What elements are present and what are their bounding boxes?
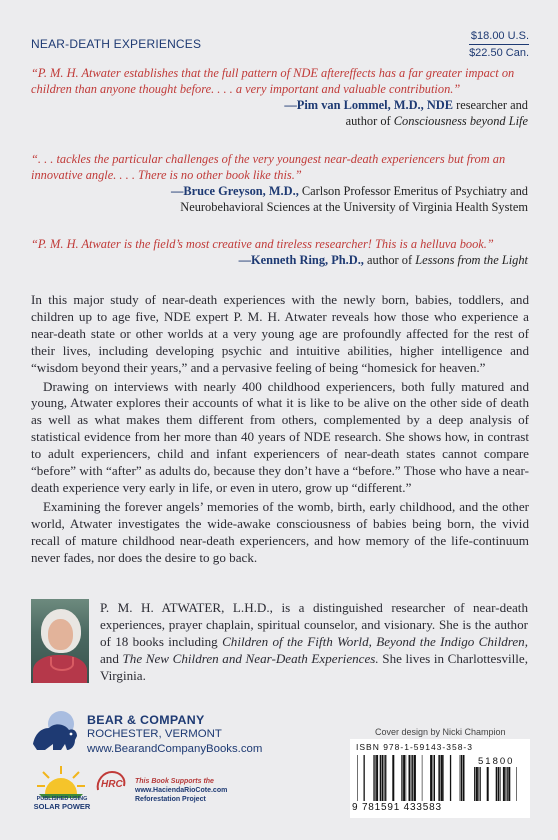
quote-text: “P. M. H. Atwater is the field’s most creative and tireless researcher! This is a helluva book.”: [31, 237, 494, 251]
attribution-book: Lessons from the Light: [415, 253, 528, 267]
attribution-role-line2: author of: [345, 114, 394, 128]
endorsement-quote-1: [31, 65, 528, 129]
bear-logo-icon: [31, 706, 81, 754]
author-bio-text: She lives in Charlottesville, Virginia.: [100, 650, 529, 683]
price-us: $18.00 U.S.: [470, 30, 529, 42]
svg-text:HRC: HRC: [101, 779, 123, 790]
author-bio-text: and: [100, 650, 123, 666]
isbn-digits: 9 781591 433583: [352, 802, 442, 813]
attribution-name: —Bruce Greyson, M.D.,: [171, 184, 299, 198]
description-paragraph: In this major study of near-death experiences with the newly born, babies, toddlers, and children up to age five, NDE expert P. M. H. Atwater reveals how those who experience a near-death state or other worlds at a very young age are profoundly affected for the rest of their lives, including developing psychic and intuitive abilities, higher intelligence and “wisdom beyond their years,” and a pervasive feeling of being “homesick for heaven.”: [31, 292, 529, 375]
publisher-url[interactable]: www.BearandCompanyBooks.com: [87, 743, 263, 755]
price-barcode-icon: [472, 767, 522, 801]
hrc-line2[interactable]: www.HaciendaRioCote.com: [135, 787, 228, 794]
solar-line1: PUBLISHED USING: [36, 796, 88, 802]
author-book-list: Children of the Fifth World, Beyond the Indigo Children,: [222, 633, 528, 649]
attribution-name: —Kenneth Ring, Ph.D.,: [238, 253, 364, 267]
hrc-logo-icon: [94, 768, 128, 794]
publisher-name: BEAR & COMPANY: [87, 713, 205, 727]
author-name: P. M. H. ATWATER, L.H.D.,: [100, 600, 273, 615]
endorsement-quote-2: [31, 151, 528, 215]
price-block: [469, 29, 529, 60]
isbn-label: ISBN 978-1-59143-358-3: [356, 742, 473, 752]
author-bio: [100, 600, 528, 685]
quote-text: “P. M. H. Atwater establishes that the full pattern of NDE aftereffects has a far greater impact on children than anyone thought before. . . . a very important and valuable contribution.”: [31, 66, 515, 96]
author-book: The New Children and Near-Death Experiences.: [122, 650, 379, 666]
description-paragraph: Drawing on interviews with nearly 400 childhood experiencers, both fully matured and young, Atwater explores their accounts of what it is like to be alive on the other side of death as well as what makes them different from others, complemented by a deep analysis of statistical evidence from her more than 40 years of NDE research. She shows how, in contrast to adult experiencers, child and infant experiencers of near-death states cannot compare “before” with “after” as adults do, because they don’t have a “before.” Those who have a near-death experience very early in life, or even in utero, grow up “different.”: [31, 378, 529, 495]
solar-power-label: [30, 796, 94, 810]
attribution-role-line2: Neurobehavioral Sciences at the University of Virginia Health System: [180, 200, 528, 214]
hrc-line3: Reforestation Project: [135, 796, 206, 803]
author-bio-text: is a distinguished researcher of near-death experiences, prayer chaplain, spiritual counselor, and visionary. She is the author of 18 books including: [100, 600, 528, 649]
book-description: [31, 292, 529, 569]
category-label: NEAR-DEATH EXPERIENCES: [31, 37, 202, 51]
quote-attribution: [31, 252, 528, 268]
hrc-support-text: [135, 777, 227, 804]
attribution-role: researcher and: [453, 98, 528, 112]
attribution-role: Carlson Professor Emeritus of Psychiatry and: [298, 184, 528, 198]
quote-attribution: [31, 183, 528, 215]
quote-text: “. . . tackles the particular challenges of the very youngest near-death experiencers but from an innovative angle. . . . There is no other book like this.”: [31, 152, 506, 182]
attribution-name: —Pim van Lommel, M.D., NDE: [284, 98, 454, 112]
attribution-book: Consciousness beyond Life: [393, 114, 528, 128]
price-divider: [469, 44, 529, 45]
solar-line2: SOLAR POWER: [33, 802, 91, 811]
description-paragraph: Examining the forever angels’ memories of the womb, birth, early childhood, and the other world, Atwater investigates the wide-awake consciousness of babies being born, the vivid recall of mature childhood near-death experiencers, and how memory of the life-continuum never fades, nor does the desire to go back.: [31, 498, 529, 565]
isbn-barcode-icon: [356, 755, 466, 801]
author-photo: [31, 599, 89, 683]
hrc-line1: This Book Supports the: [135, 778, 214, 785]
attribution-role: author of: [363, 253, 416, 267]
publisher-city: ROCHESTER, VERMONT: [87, 728, 222, 740]
quote-attribution: [31, 97, 528, 129]
cover-credit: Cover design by Nicki Champion: [375, 727, 506, 737]
price-code: 51800: [478, 756, 515, 767]
endorsement-quote-3: [31, 236, 528, 268]
barcode-box: [350, 739, 530, 818]
price-can: $22.50 Can.: [469, 47, 529, 59]
